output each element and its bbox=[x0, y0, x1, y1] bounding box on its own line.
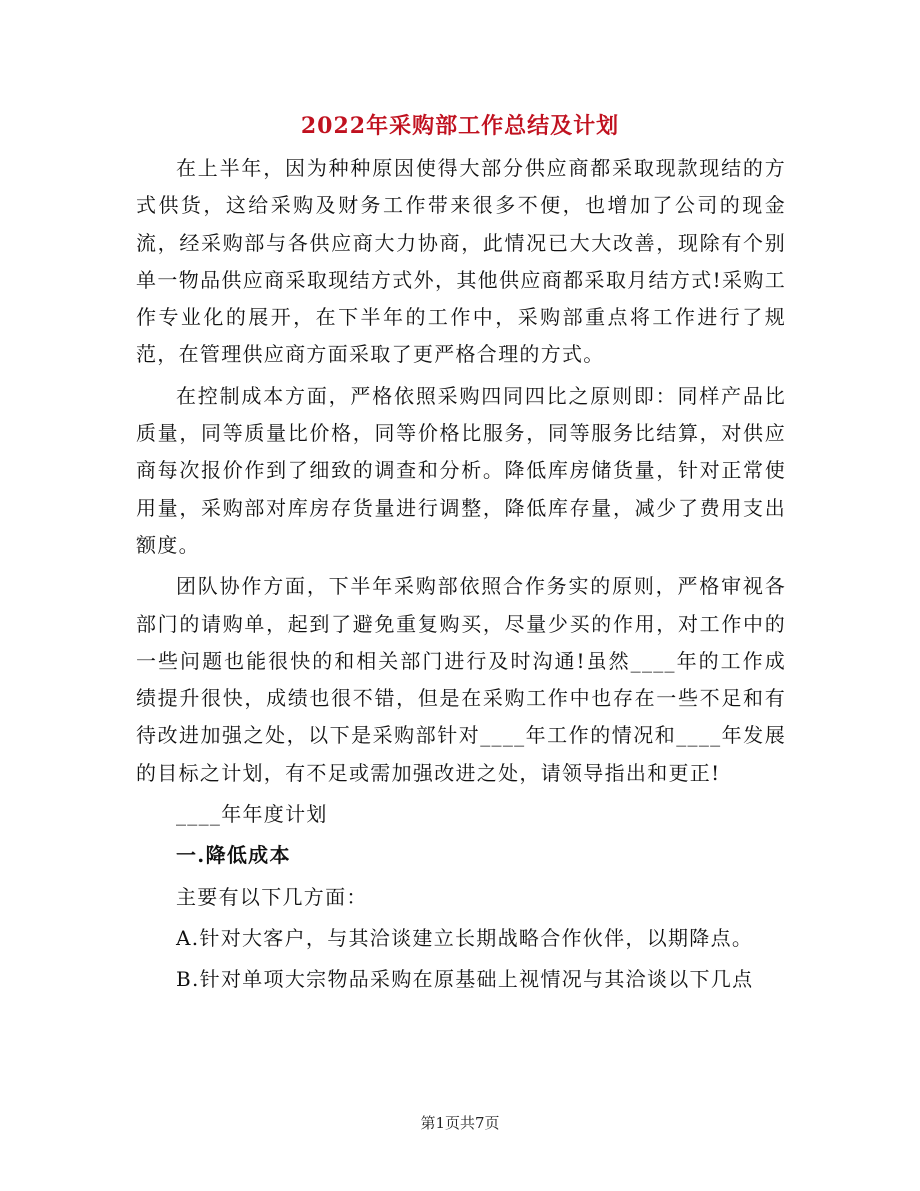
list-item-b: B.针对单项大宗物品采购在原基础上视情况与其洽谈以下几点 bbox=[176, 967, 754, 992]
document-body bbox=[136, 150, 786, 999]
section-heading-reduce-cost: 一.降低成本 bbox=[176, 843, 291, 868]
page-number: 第1页共7页 bbox=[420, 1114, 500, 1132]
paragraph-purchasing-overview: 在上半年，因为种种原因使得大部分供应商都采取现款现结的方式供货，这给采购及财务工作带来很多不便，也增加了公司的现金流，经采购部与各供应商大力协商，此情况已大大改善，现除有个别单一物品供应商采取现结方式外，其他供应商都采取月结方式!采购工作专业化的展开，在下半年的工作中，采购部重点将工作进行了规范，在管理供应商方面采取了更严格合理的方式。 bbox=[136, 156, 786, 367]
paragraph-cost-control: 在控制成本方面，严格依照采购四同四比之原则即：同样产品比质量，同等质量比价格，同等价格比服务，同等服务比结算，对供应商每次报价作到了细致的调查和分析。降低库房储货量，针对正常使用量，采购部对库房存货量进行调整，降低库存量，减少了费用支出额度。 bbox=[136, 383, 786, 557]
list-item-a: A.针对大客户，与其洽谈建立长期战略合作伙伴，以期降点。 bbox=[176, 925, 754, 950]
paragraph-teamwork: 团队协作方面，下半年采购部依照合作务实的原则，严格审视各部门的请购单，起到了避免重复购买，尽量少买的作用，对工作中的一些问题也能很快的和相关部门进行及时沟通!虽然____年的工作成绩提升很快，成绩也很不错，但是在采购工作中也存在一些不足和有待改进加强之处，以下是采购部针对____年工作的情况和____年发展的目标之计划，有不足或需加强改进之处，请领导指出和更正! bbox=[136, 574, 786, 785]
document-title: 2022年采购部工作总结及计划 bbox=[300, 113, 620, 139]
paragraph-main-aspects: 主要有以下几方面： bbox=[176, 884, 368, 909]
annual-plan-heading: ____年年度计划 bbox=[176, 802, 328, 827]
